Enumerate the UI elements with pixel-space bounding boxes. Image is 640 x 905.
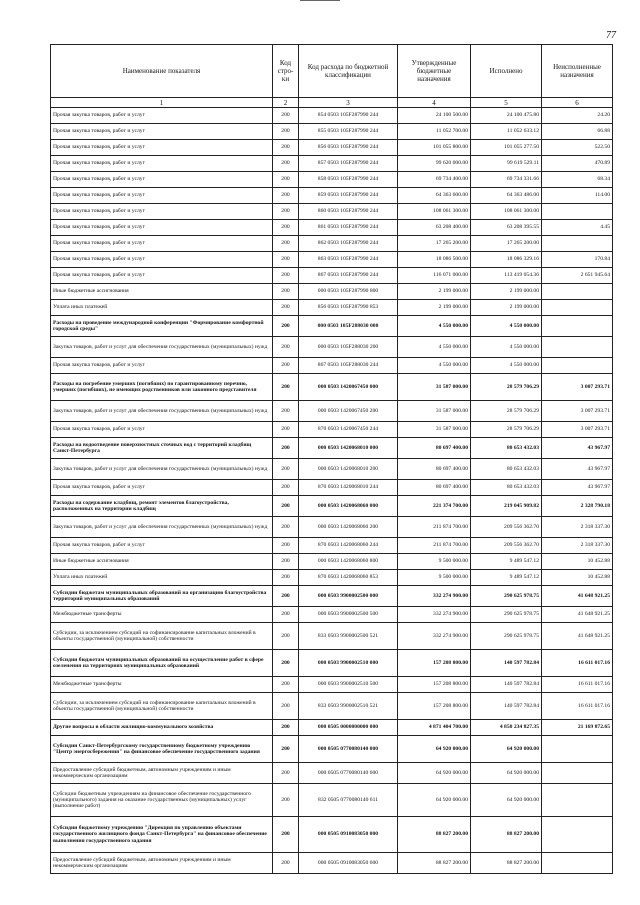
table-row bbox=[51, 607, 613, 623]
row-expense-code: 000 0503 1420068010 000 bbox=[299, 438, 398, 459]
row-line-code: 200 bbox=[273, 517, 299, 538]
row-unexecuted: 470.89 bbox=[542, 156, 613, 172]
row-expense-code: 860 0503 105F287990 244 bbox=[299, 204, 398, 220]
row-name: Межбюджетные трансферты bbox=[51, 677, 273, 693]
row-expense-code: 859 0503 105F287990 244 bbox=[299, 188, 398, 204]
table-row bbox=[51, 220, 613, 236]
row-executed: 9 489 547.12 bbox=[471, 570, 542, 586]
row-approved: 4 550 000.00 bbox=[398, 316, 471, 337]
row-executed: 219 045 909.82 bbox=[471, 496, 542, 517]
row-unexecuted: 522.50 bbox=[542, 140, 613, 156]
row-name: Прочая закупка товаров, работ и услуг bbox=[51, 422, 273, 438]
row-name: Прочая закупка товаров, работ и услуг bbox=[51, 140, 273, 156]
row-executed: 290 625 978.75 bbox=[471, 623, 542, 650]
row-approved: 221 374 700.00 bbox=[398, 496, 471, 517]
row-expense-code: 863 0503 105F287990 244 bbox=[299, 252, 398, 268]
row-expense-code: 870 0503 1420067450 244 bbox=[299, 422, 398, 438]
row-expense-code: 000 0503 1420068060 200 bbox=[299, 517, 398, 538]
row-unexecuted: 41 648 921.25 bbox=[542, 586, 613, 607]
row-approved: 116 071 000.00 bbox=[398, 268, 471, 284]
row-name: Прочая закупка товаров, работ и услуг bbox=[51, 172, 273, 188]
row-approved: 4 550 000.00 bbox=[398, 337, 471, 358]
row-line-code: 200 bbox=[273, 736, 299, 763]
row-line-code: 200 bbox=[273, 607, 299, 623]
row-executed: 140 597 782.84 bbox=[471, 693, 542, 720]
row-line-code: 200 bbox=[273, 236, 299, 252]
row-unexecuted bbox=[542, 236, 613, 252]
row-approved: 4 550 000.00 bbox=[398, 358, 471, 374]
row-name: Закупка товаров, работ и услуг для обеспечения государственных (муниципальных) нужд bbox=[51, 459, 273, 480]
column-number: 3 bbox=[299, 98, 398, 108]
row-name: Субсидии бюджетным учреждениям на финансовое обеспечение государственного (муниципального) задания на оказание государственных (муниципальных) услуг (выполнение работ) bbox=[51, 784, 273, 817]
row-line-code: 200 bbox=[273, 422, 299, 438]
row-executed: 4 850 234 827.35 bbox=[471, 720, 542, 736]
row-approved: 9 500 000.00 bbox=[398, 554, 471, 570]
row-line-code: 200 bbox=[273, 268, 299, 284]
row-executed: 88 827 200.00 bbox=[471, 853, 542, 874]
row-unexecuted bbox=[542, 736, 613, 763]
row-approved: 157 208 800.00 bbox=[398, 693, 471, 720]
row-executed: 63 208 395.55 bbox=[471, 220, 542, 236]
table-row bbox=[51, 204, 613, 220]
row-expense-code: 870 0503 1420068060 853 bbox=[299, 570, 398, 586]
row-expense-code: 856 0503 105F287990 853 bbox=[299, 300, 398, 316]
row-unexecuted bbox=[542, 817, 613, 853]
row-line-code: 200 bbox=[273, 720, 299, 736]
row-line-code: 200 bbox=[273, 538, 299, 554]
row-line-code: 200 bbox=[273, 570, 299, 586]
row-approved: 211 874 700.00 bbox=[398, 517, 471, 538]
row-expense-code: 862 0503 105F287990 244 bbox=[299, 236, 398, 252]
row-approved: 63 208 400.00 bbox=[398, 220, 471, 236]
row-line-code: 200 bbox=[273, 337, 299, 358]
table-row bbox=[51, 720, 613, 736]
row-line-code: 200 bbox=[273, 284, 299, 300]
row-unexecuted: 41 648 921.25 bbox=[542, 623, 613, 650]
row-line-code: 200 bbox=[273, 693, 299, 720]
row-expense-code: 000 0503 105F287990 800 bbox=[299, 284, 398, 300]
row-executed: 80 653 432.03 bbox=[471, 438, 542, 459]
row-executed: 4 550 000.00 bbox=[471, 316, 542, 337]
table-row bbox=[51, 300, 613, 316]
row-approved: 332 274 900.00 bbox=[398, 586, 471, 607]
row-executed: 4 550 000.00 bbox=[471, 358, 542, 374]
row-executed: 99 619 529.11 bbox=[471, 156, 542, 172]
table-row bbox=[51, 422, 613, 438]
row-expense-code: 000 0503 1420067450 000 bbox=[299, 374, 398, 401]
row-approved: 31 587 000.00 bbox=[398, 422, 471, 438]
row-executed: 101 055 277.50 bbox=[471, 140, 542, 156]
column-number-row bbox=[51, 98, 613, 108]
row-expense-code: 000 0503 9900002510 000 bbox=[299, 650, 398, 677]
row-executed: 64 920 000.00 bbox=[471, 784, 542, 817]
row-expense-code: 000 0505 0770080140 600 bbox=[299, 763, 398, 784]
table-row bbox=[51, 108, 613, 124]
row-expense-code: 000 0505 0000000000 000 bbox=[299, 720, 398, 736]
row-unexecuted bbox=[542, 853, 613, 874]
row-expense-code: 854 0503 105F287990 244 bbox=[299, 108, 398, 124]
row-name: Субсидии бюджетам муниципальных образований на организацию благоустройства территорий муниципальных образований bbox=[51, 586, 273, 607]
row-name: Уплата иных платежей bbox=[51, 570, 273, 586]
table-header-row bbox=[51, 45, 613, 98]
row-unexecuted: 43 967.97 bbox=[542, 438, 613, 459]
row-expense-code: 000 0503 105F288030 200 bbox=[299, 337, 398, 358]
row-unexecuted bbox=[542, 316, 613, 337]
row-executed: 2 199 000.00 bbox=[471, 284, 542, 300]
table-row bbox=[51, 736, 613, 763]
table-row bbox=[51, 650, 613, 677]
table-row bbox=[51, 538, 613, 554]
page-number: 77 bbox=[606, 30, 616, 41]
row-unexecuted: 2 328 790.18 bbox=[542, 496, 613, 517]
row-approved: 64 920 000.00 bbox=[398, 784, 471, 817]
row-name: Прочая закупка товаров, работ и услуг bbox=[51, 188, 273, 204]
row-executed: 290 625 978.75 bbox=[471, 607, 542, 623]
row-unexecuted bbox=[542, 784, 613, 817]
row-executed: 140 597 782.84 bbox=[471, 650, 542, 677]
header-executed: Исполнено bbox=[471, 45, 542, 98]
row-executed: 80 653 432.03 bbox=[471, 480, 542, 496]
row-approved: 9 500 000.00 bbox=[398, 570, 471, 586]
row-unexecuted bbox=[542, 284, 613, 300]
row-unexecuted: 114.00 bbox=[542, 188, 613, 204]
row-name: Прочая закупка товаров, работ и услуг bbox=[51, 538, 273, 554]
row-executed: 209 556 362.70 bbox=[471, 517, 542, 538]
row-executed: 69 734 331.66 bbox=[471, 172, 542, 188]
row-unexecuted: 10 452.88 bbox=[542, 570, 613, 586]
table-row bbox=[51, 401, 613, 422]
table-row bbox=[51, 693, 613, 720]
row-expense-code: 855 0503 105F287990 244 bbox=[299, 124, 398, 140]
row-line-code: 200 bbox=[273, 220, 299, 236]
row-line-code: 200 bbox=[273, 763, 299, 784]
row-expense-code: 870 0503 1420068010 244 bbox=[299, 480, 398, 496]
row-unexecuted: 68.34 bbox=[542, 172, 613, 188]
row-line-code: 200 bbox=[273, 650, 299, 677]
table-row bbox=[51, 284, 613, 300]
row-line-code: 200 bbox=[273, 401, 299, 422]
row-executed: 28 579 706.29 bbox=[471, 401, 542, 422]
row-expense-code: 000 0503 9900002500 000 bbox=[299, 586, 398, 607]
row-line-code: 200 bbox=[273, 300, 299, 316]
row-name: Субсидии, за исключением субсидий на софинансирование капитальных вложений в объекты государственной (муниципальной) собственности bbox=[51, 693, 273, 720]
table-row bbox=[51, 496, 613, 517]
row-expense-code: 000 0503 1420068060 000 bbox=[299, 496, 398, 517]
row-line-code: 200 bbox=[273, 374, 299, 401]
row-unexecuted bbox=[542, 763, 613, 784]
row-line-code: 200 bbox=[273, 156, 299, 172]
row-executed: 2 199 000.00 bbox=[471, 300, 542, 316]
table-row bbox=[51, 316, 613, 337]
row-expense-code: 858 0503 105F287990 244 bbox=[299, 172, 398, 188]
row-executed: 113 419 054.36 bbox=[471, 268, 542, 284]
row-name: Иные бюджетные ассигнования bbox=[51, 284, 273, 300]
header-unexecuted: Неисполненные назначения bbox=[542, 45, 613, 98]
table-row bbox=[51, 236, 613, 252]
row-name: Уплата иных платежей bbox=[51, 300, 273, 316]
row-unexecuted: 2 318 337.30 bbox=[542, 538, 613, 554]
row-name: Субсидии Санкт-Петербургскому государственному бюджетному учреждению "Центр энергосбережения" на финансовое обеспечение государственного задания bbox=[51, 736, 273, 763]
row-executed: 9 489 547.12 bbox=[471, 554, 542, 570]
row-approved: 11 052 700.00 bbox=[398, 124, 471, 140]
row-name: Закупка товаров, работ и услуг для обеспечения государственных (муниципальных) нужд bbox=[51, 517, 273, 538]
row-name: Прочая закупка товаров, работ и услуг bbox=[51, 124, 273, 140]
column-number: 1 bbox=[51, 98, 273, 108]
row-approved: 80 697 400.00 bbox=[398, 459, 471, 480]
row-unexecuted bbox=[542, 358, 613, 374]
row-unexecuted: 43 967.97 bbox=[542, 459, 613, 480]
row-expense-code: 000 0503 1420067450 200 bbox=[299, 401, 398, 422]
row-line-code: 200 bbox=[273, 459, 299, 480]
row-unexecuted: 2 651 945.64 bbox=[542, 268, 613, 284]
row-approved: 31 587 000.00 bbox=[398, 374, 471, 401]
row-executed: 24 100 475.80 bbox=[471, 108, 542, 124]
row-approved: 24 100 500.00 bbox=[398, 108, 471, 124]
row-line-code: 200 bbox=[273, 252, 299, 268]
row-unexecuted: 4.45 bbox=[542, 220, 613, 236]
row-name: Прочая закупка товаров, работ и услуг bbox=[51, 480, 273, 496]
column-number: 2 bbox=[273, 98, 299, 108]
row-approved: 99 620 000.00 bbox=[398, 156, 471, 172]
budget-execution-table bbox=[50, 44, 613, 874]
row-unexecuted: 16 611 017.16 bbox=[542, 677, 613, 693]
row-approved: 108 061 300.00 bbox=[398, 204, 471, 220]
row-line-code: 200 bbox=[273, 853, 299, 874]
row-unexecuted: 10 452.88 bbox=[542, 554, 613, 570]
table-row bbox=[51, 268, 613, 284]
row-executed: 80 653 432.03 bbox=[471, 459, 542, 480]
row-name: Прочая закупка товаров, работ и услуг bbox=[51, 204, 273, 220]
row-line-code: 200 bbox=[273, 140, 299, 156]
row-name: Прочая закупка товаров, работ и услуг bbox=[51, 108, 273, 124]
table-row bbox=[51, 853, 613, 874]
row-expense-code: 000 0503 1420068060 800 bbox=[299, 554, 398, 570]
row-executed: 28 579 706.29 bbox=[471, 374, 542, 401]
row-line-code: 200 bbox=[273, 623, 299, 650]
row-approved: 80 697 400.00 bbox=[398, 480, 471, 496]
row-executed: 64 920 000.00 bbox=[471, 736, 542, 763]
row-executed: 140 597 782.84 bbox=[471, 677, 542, 693]
row-approved: 332 274 900.00 bbox=[398, 607, 471, 623]
row-name: Предоставление субсидий бюджетным, автономным учреждениям и иным некоммерческим организациям bbox=[51, 853, 273, 874]
row-expense-code: 861 0503 105F287990 244 bbox=[299, 220, 398, 236]
row-line-code: 200 bbox=[273, 677, 299, 693]
row-name: Субсидии, за исключением субсидий на софинансирование капитальных вложений в объекты государственной (муниципальной) собственности bbox=[51, 623, 273, 650]
row-approved: 101 055 800.00 bbox=[398, 140, 471, 156]
row-unexecuted: 41 648 921.25 bbox=[542, 607, 613, 623]
row-unexecuted: 3 007 293.71 bbox=[542, 401, 613, 422]
table-row bbox=[51, 570, 613, 586]
row-approved: 4 871 404 700.00 bbox=[398, 720, 471, 736]
table-row bbox=[51, 438, 613, 459]
table-row bbox=[51, 763, 613, 784]
row-executed: 4 550 000.00 bbox=[471, 337, 542, 358]
row-expense-code: 832 0505 0770080140 611 bbox=[299, 784, 398, 817]
row-name: Расходы на проведение международной конференции "Формирование комфортной городской среды" bbox=[51, 316, 273, 337]
table-row bbox=[51, 172, 613, 188]
table-row bbox=[51, 140, 613, 156]
table-row bbox=[51, 517, 613, 538]
row-approved: 17 265 200.00 bbox=[398, 236, 471, 252]
row-name: Прочая закупка товаров, работ и услуг bbox=[51, 268, 273, 284]
row-unexecuted: 24.20 bbox=[542, 108, 613, 124]
table-row bbox=[51, 817, 613, 853]
table-row bbox=[51, 480, 613, 496]
row-unexecuted: 66.88 bbox=[542, 124, 613, 140]
row-approved: 88 827 200.00 bbox=[398, 853, 471, 874]
row-expense-code: 833 0503 9900002510 521 bbox=[299, 693, 398, 720]
row-unexecuted bbox=[542, 300, 613, 316]
row-expense-code: 000 0505 0910083050 000 bbox=[299, 817, 398, 853]
row-line-code: 200 bbox=[273, 108, 299, 124]
table-row bbox=[51, 252, 613, 268]
row-expense-code: 000 0503 1420068010 200 bbox=[299, 459, 398, 480]
row-approved: 211 874 700.00 bbox=[398, 538, 471, 554]
row-executed: 18 086 329.16 bbox=[471, 252, 542, 268]
column-number: 4 bbox=[398, 98, 471, 108]
row-approved: 332 274 900.00 bbox=[398, 623, 471, 650]
row-name: Расходы на водоотведение поверхностных сточных вод с территорий кладбищ Санкт-Петербурга bbox=[51, 438, 273, 459]
table-row bbox=[51, 124, 613, 140]
table-row bbox=[51, 459, 613, 480]
row-name: Прочая закупка товаров, работ и услуг bbox=[51, 358, 273, 374]
row-expense-code: 867 0503 105F288030 244 bbox=[299, 358, 398, 374]
row-expense-code: 000 0503 105F288030 000 bbox=[299, 316, 398, 337]
row-name: Межбюджетные трансферты bbox=[51, 607, 273, 623]
row-name: Расходы на содержание кладбищ, ремонт элементов благоустройства, расположенных на территории кладбищ bbox=[51, 496, 273, 517]
table-row bbox=[51, 358, 613, 374]
row-name: Закупка товаров, работ и услуг для обеспечения государственных (муниципальных) нужд bbox=[51, 337, 273, 358]
row-line-code: 200 bbox=[273, 172, 299, 188]
row-name: Закупка товаров, работ и услуг для обеспечения государственных (муниципальных) нужд bbox=[51, 401, 273, 422]
row-approved: 31 587 000.00 bbox=[398, 401, 471, 422]
row-approved: 64 920 000.00 bbox=[398, 736, 471, 763]
table-row bbox=[51, 623, 613, 650]
row-executed: 64 920 000.00 bbox=[471, 763, 542, 784]
row-unexecuted: 3 007 293.71 bbox=[542, 422, 613, 438]
row-expense-code: 833 0503 9900002500 521 bbox=[299, 623, 398, 650]
row-approved: 64 920 000.00 bbox=[398, 763, 471, 784]
row-line-code: 200 bbox=[273, 204, 299, 220]
row-expense-code: 000 0505 0910083050 600 bbox=[299, 853, 398, 874]
row-executed: 64 363 486.00 bbox=[471, 188, 542, 204]
row-line-code: 200 bbox=[273, 124, 299, 140]
row-expense-code: 870 0503 1420068060 244 bbox=[299, 538, 398, 554]
row-line-code: 200 bbox=[273, 817, 299, 853]
row-approved: 18 086 500.00 bbox=[398, 252, 471, 268]
row-approved: 88 827 200.00 bbox=[398, 817, 471, 853]
header-name: Наименование показателя bbox=[51, 45, 273, 98]
row-unexecuted: 21 169 872.65 bbox=[542, 720, 613, 736]
row-name: Прочая закупка товаров, работ и услуг bbox=[51, 252, 273, 268]
row-approved: 69 734 400.00 bbox=[398, 172, 471, 188]
table-row bbox=[51, 188, 613, 204]
row-name: Расходы на погребение умерших (погибших) по гарантированному перечню, умерших (погибших), не имеющих родственников или законного представителя bbox=[51, 374, 273, 401]
column-number: 5 bbox=[471, 98, 542, 108]
row-unexecuted: 2 318 337.30 bbox=[542, 517, 613, 538]
column-number: 6 bbox=[542, 98, 613, 108]
row-line-code: 200 bbox=[273, 554, 299, 570]
row-line-code: 200 bbox=[273, 784, 299, 817]
row-expense-code: 867 0503 105F287990 244 bbox=[299, 268, 398, 284]
row-unexecuted: 16 611 017.16 bbox=[542, 650, 613, 677]
row-expense-code: 000 0505 0770080140 000 bbox=[299, 736, 398, 763]
table-row bbox=[51, 337, 613, 358]
row-approved: 2 199 000.00 bbox=[398, 284, 471, 300]
row-line-code: 200 bbox=[273, 438, 299, 459]
header-expense-code: Код расхода по бюджетной классификации bbox=[299, 45, 398, 98]
row-executed: 28 579 706.29 bbox=[471, 422, 542, 438]
row-name: Субсидии бюджетному учреждению "Дирекция по управлению объектами государственного жилищного фонда Санкт-Петербурга" на финансовое обеспечение выполнения государственного задания bbox=[51, 817, 273, 853]
row-name: Субсидии бюджетам муниципальных образований на осуществление работ в сфере озеленения на территориях муниципальных образований bbox=[51, 650, 273, 677]
top-edge-mark bbox=[300, 0, 340, 4]
row-name: Предоставление субсидий бюджетным, автономным учреждениям и иным некоммерческим организациям bbox=[51, 763, 273, 784]
row-executed: 108 061 300.00 bbox=[471, 204, 542, 220]
row-line-code: 200 bbox=[273, 316, 299, 337]
row-unexecuted: 170.84 bbox=[542, 252, 613, 268]
row-unexecuted: 43 967.97 bbox=[542, 480, 613, 496]
row-name: Прочая закупка товаров, работ и услуг bbox=[51, 236, 273, 252]
row-executed: 88 827 200.00 bbox=[471, 817, 542, 853]
header-approved: Утвержденные бюджетные назначения bbox=[398, 45, 471, 98]
row-approved: 157 208 800.00 bbox=[398, 650, 471, 677]
row-unexecuted: 16 611 017.16 bbox=[542, 693, 613, 720]
row-approved: 2 199 000.00 bbox=[398, 300, 471, 316]
row-expense-code: 000 0503 9900002510 500 bbox=[299, 677, 398, 693]
table-row bbox=[51, 586, 613, 607]
table-row bbox=[51, 677, 613, 693]
row-executed: 209 556 362.70 bbox=[471, 538, 542, 554]
table-row bbox=[51, 554, 613, 570]
table-row bbox=[51, 156, 613, 172]
row-executed: 290 625 978.75 bbox=[471, 586, 542, 607]
row-name: Прочая закупка товаров, работ и услуг bbox=[51, 220, 273, 236]
row-executed: 11 052 633.12 bbox=[471, 124, 542, 140]
table-row bbox=[51, 784, 613, 817]
row-unexecuted: 3 007 293.71 bbox=[542, 374, 613, 401]
row-name: Прочая закупка товаров, работ и услуг bbox=[51, 156, 273, 172]
row-approved: 80 697 400.00 bbox=[398, 438, 471, 459]
table-body bbox=[51, 108, 613, 874]
row-unexecuted bbox=[542, 337, 613, 358]
row-unexecuted bbox=[542, 204, 613, 220]
row-executed: 17 265 200.00 bbox=[471, 236, 542, 252]
row-expense-code: 000 0503 9900002500 500 bbox=[299, 607, 398, 623]
row-name: Иные бюджетные ассигнования bbox=[51, 554, 273, 570]
row-line-code: 200 bbox=[273, 496, 299, 517]
table-row bbox=[51, 374, 613, 401]
row-approved: 157 208 800.00 bbox=[398, 677, 471, 693]
row-line-code: 200 bbox=[273, 586, 299, 607]
header-line-code: Код стро-ки bbox=[273, 45, 299, 98]
row-expense-code: 856 0503 105F287990 244 bbox=[299, 140, 398, 156]
row-line-code: 200 bbox=[273, 480, 299, 496]
row-approved: 64 363 600.00 bbox=[398, 188, 471, 204]
row-line-code: 200 bbox=[273, 188, 299, 204]
row-line-code: 200 bbox=[273, 358, 299, 374]
row-expense-code: 857 0503 105F287990 244 bbox=[299, 156, 398, 172]
row-name: Другие вопросы в области жилищно-коммунального хозяйства bbox=[51, 720, 273, 736]
